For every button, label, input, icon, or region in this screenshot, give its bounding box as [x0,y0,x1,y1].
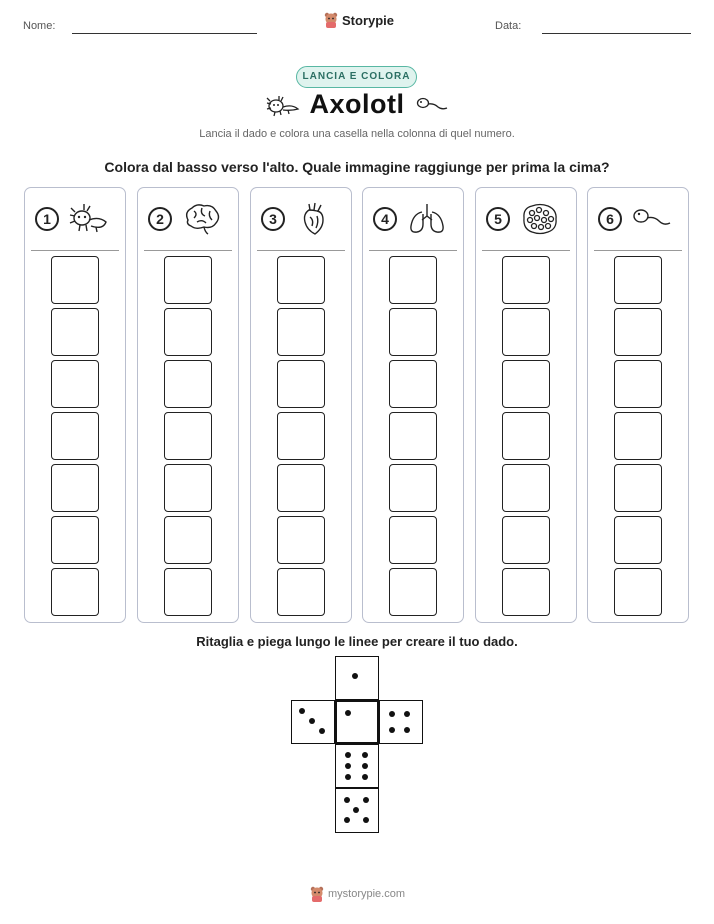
die-pip [319,728,325,734]
column-divider [594,250,682,251]
color-box[interactable] [164,568,212,616]
color-box[interactable] [277,516,325,564]
die-pip [299,708,305,714]
footer [310,886,405,902]
die-pip [344,797,350,803]
date-line[interactable] [542,33,691,34]
die-pip [344,817,350,823]
die-pip [404,711,410,717]
die-pip [345,774,351,780]
column-3 [250,187,352,623]
color-box[interactable] [389,412,437,460]
die-face-1 [335,656,379,700]
color-box[interactable] [164,516,212,564]
column-divider [257,250,345,251]
column-number: 4 [373,207,397,231]
color-box[interactable] [614,360,662,408]
die-pip [345,752,351,758]
die-pip [389,711,395,717]
color-box[interactable] [277,308,325,356]
color-box[interactable] [277,568,325,616]
activity-badge: LANCIA E COLORA [296,66,417,88]
color-box[interactable] [164,464,212,512]
column-divider [31,250,119,251]
column-number: 5 [486,207,510,231]
brand-logo [324,12,394,28]
die-face-1 [335,700,379,744]
color-box[interactable] [277,360,325,408]
color-box[interactable] [502,464,550,512]
column-divider [144,250,232,251]
die-face-4 [379,700,423,744]
heart-icon [295,202,335,236]
column-number: 3 [261,207,285,231]
color-box[interactable] [51,308,99,356]
color-box[interactable] [51,360,99,408]
brand-name: Storypie [342,12,395,28]
column-4 [362,187,464,623]
color-box[interactable] [389,308,437,356]
die-pip [352,673,358,679]
die-pip [363,817,369,823]
die-pip [362,774,368,780]
column-number: 6 [598,207,622,231]
color-box[interactable] [164,256,212,304]
lungs-icon [407,202,447,236]
instructions: Lancia il dado e colora una casella nella colonna di quel numero. [199,128,515,140]
die-pip [353,807,359,813]
color-box[interactable] [389,256,437,304]
die-pip [309,718,315,724]
egg-cluster-icon [520,202,560,236]
date-label: Data: [495,20,522,32]
color-box[interactable] [51,516,99,564]
name-line[interactable] [72,33,257,34]
color-box[interactable] [614,568,662,616]
die-pip [363,797,369,803]
color-box[interactable] [51,568,99,616]
color-box[interactable] [277,256,325,304]
color-box[interactable] [164,308,212,356]
die-face-3 [291,700,335,744]
tadpole-icon [632,202,672,236]
color-box[interactable] [502,516,550,564]
color-box[interactable] [389,360,437,408]
column-6 [587,187,689,623]
color-box[interactable] [614,256,662,304]
column-number: 2 [148,207,172,231]
color-box[interactable] [389,516,437,564]
tadpole-icon [416,95,448,113]
color-box[interactable] [277,464,325,512]
question: Colora dal basso verso l'alto. Quale immagine raggiunge per prima la cima? [104,159,610,175]
color-box[interactable] [164,360,212,408]
cut-instruction: Ritaglia e piega lungo le linee per creare il tuo dado. [196,634,518,649]
page-title: Axolotl [309,89,405,119]
column-5 [475,187,577,623]
footer-url[interactable]: mystorypie.com [328,888,406,900]
die-pip [362,752,368,758]
column-divider [369,250,457,251]
bear-icon [310,886,324,902]
color-box[interactable] [614,464,662,512]
color-box[interactable] [502,308,550,356]
color-box[interactable] [51,412,99,460]
brain-icon [182,202,222,236]
color-box[interactable] [502,360,550,408]
color-box[interactable] [51,256,99,304]
color-box[interactable] [164,412,212,460]
bear-icon [324,12,338,28]
name-label: Nome: [23,20,56,32]
column-1 [24,187,126,623]
color-box[interactable] [277,412,325,460]
die-pip [345,710,351,716]
color-box[interactable] [502,256,550,304]
color-box[interactable] [614,412,662,460]
die-face-6 [335,744,379,788]
die-pip [362,763,368,769]
die-face-5 [335,788,379,833]
die-pip [345,763,351,769]
column-divider [482,250,570,251]
column-number: 1 [35,207,59,231]
color-box[interactable] [389,568,437,616]
color-box[interactable] [502,568,550,616]
color-box[interactable] [51,464,99,512]
axolotl-icon [69,202,109,236]
die-pip [404,727,410,733]
color-box[interactable] [614,516,662,564]
color-box[interactable] [389,464,437,512]
color-box[interactable] [614,308,662,356]
color-box[interactable] [502,412,550,460]
column-2 [137,187,239,623]
die-pip [389,727,395,733]
